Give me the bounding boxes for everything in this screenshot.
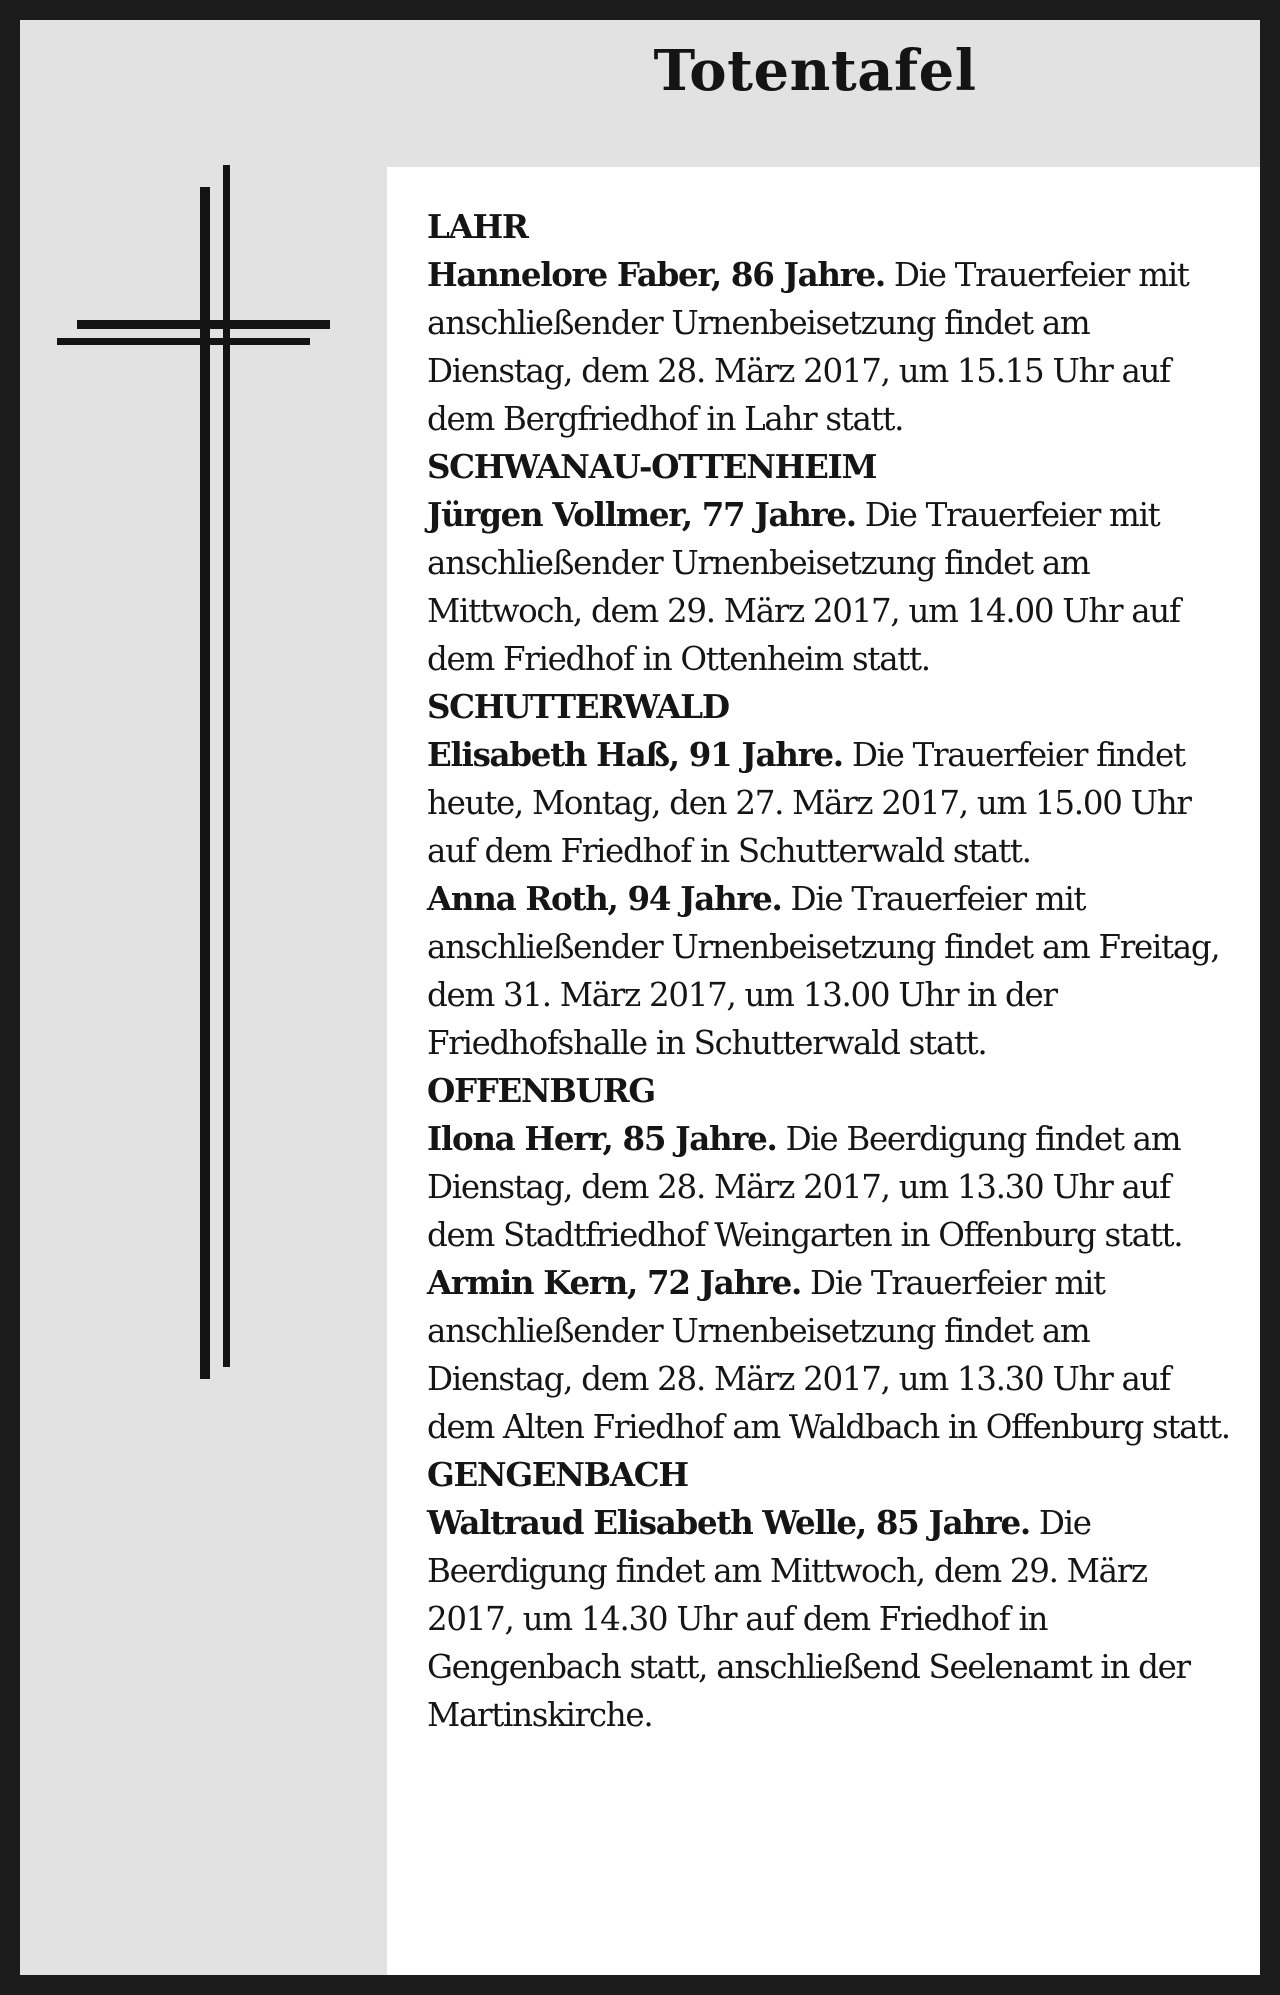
deceased-name: Armin Kern, 72 Jahre. (427, 1263, 802, 1302)
region-heading: GENGENBACH (427, 1455, 688, 1494)
deceased-name: Hannelore Faber, 86 Jahre. (427, 255, 885, 294)
cross-vertical-bar-left (200, 187, 210, 1379)
deceased-name: Anna Roth, 94 Jahre. (427, 879, 782, 918)
cross-horizontal-bar-lower (57, 338, 310, 345)
cross-horizontal-bar-upper (77, 320, 330, 329)
obituary-entry (427, 1115, 1230, 1259)
deceased-name: Jürgen Vollmer, 77 Jahre. (427, 495, 856, 534)
deceased-name: Waltraud Elisabeth Welle, 85 Jahre. (427, 1503, 1030, 1542)
entry-text: Die Beerdigung findet am Dienstag, dem 28. März 2017, um 13.30 Uhr auf dem Stadtfriedhof Weingarten in Offenburg statt. (427, 1120, 1183, 1254)
entry-text: Die Beerdigung findet am Mittwoch, dem 29. März 2017, um 14.30 Uhr auf dem Friedhof in Gengenbach statt, anschließend Seelenamt in der Martinskirche. (427, 1504, 1190, 1734)
obituary-entry (427, 1499, 1230, 1739)
deceased-name: Elisabeth Haß, 91 Jahre. (427, 735, 843, 774)
cross-icon (40, 145, 350, 1405)
deceased-name: Ilona Herr, 85 Jahre. (427, 1119, 777, 1158)
region-heading: SCHWANAU-OTTENHEIM (427, 447, 877, 486)
page-title: Totentafel (653, 38, 977, 104)
obituary-entry (427, 491, 1230, 683)
region-heading: LAHR (427, 207, 528, 246)
cross-vertical-bar-right (223, 165, 230, 1367)
obituary-entry (427, 875, 1230, 1067)
entry-text: Die Trauerfeier mit anschließender Urnenbeisetzung findet am Freitag, dem 31. März 2017, um 13.00 Uhr in der Friedhofshalle in Schutterwald statt. (427, 880, 1220, 1062)
entry-text: Die Trauerfeier findet heute, Montag, den 27. März 2017, um 15.00 Uhr auf dem Friedhof in Schutterwald statt. (427, 736, 1191, 870)
entry-text: Die Trauerfeier mit anschließender Urnenbeisetzung findet am Dienstag, dem 28. März 2017, um 13.30 Uhr auf dem Alten Friedhof am Waldbach in Offenburg statt. (427, 1264, 1230, 1446)
obituary-entry (427, 251, 1230, 443)
obituary-entry (427, 731, 1230, 875)
entry-text: Die Trauerfeier mit anschließender Urnenbeisetzung findet am Dienstag, dem 28. März 2017, um 15.15 Uhr auf dem Bergfriedhof in Lahr statt. (427, 256, 1189, 438)
region-heading: SCHUTTERWALD (427, 687, 729, 726)
obituary-entry (427, 1259, 1230, 1451)
entry-text: Die Trauerfeier mit anschließender Urnenbeisetzung findet am Mittwoch, dem 29. März 2017, um 14.00 Uhr auf dem Friedhof in Ottenheim statt. (427, 496, 1180, 678)
obituary-list (387, 167, 1260, 1975)
region-heading: OFFENBURG (427, 1071, 655, 1110)
